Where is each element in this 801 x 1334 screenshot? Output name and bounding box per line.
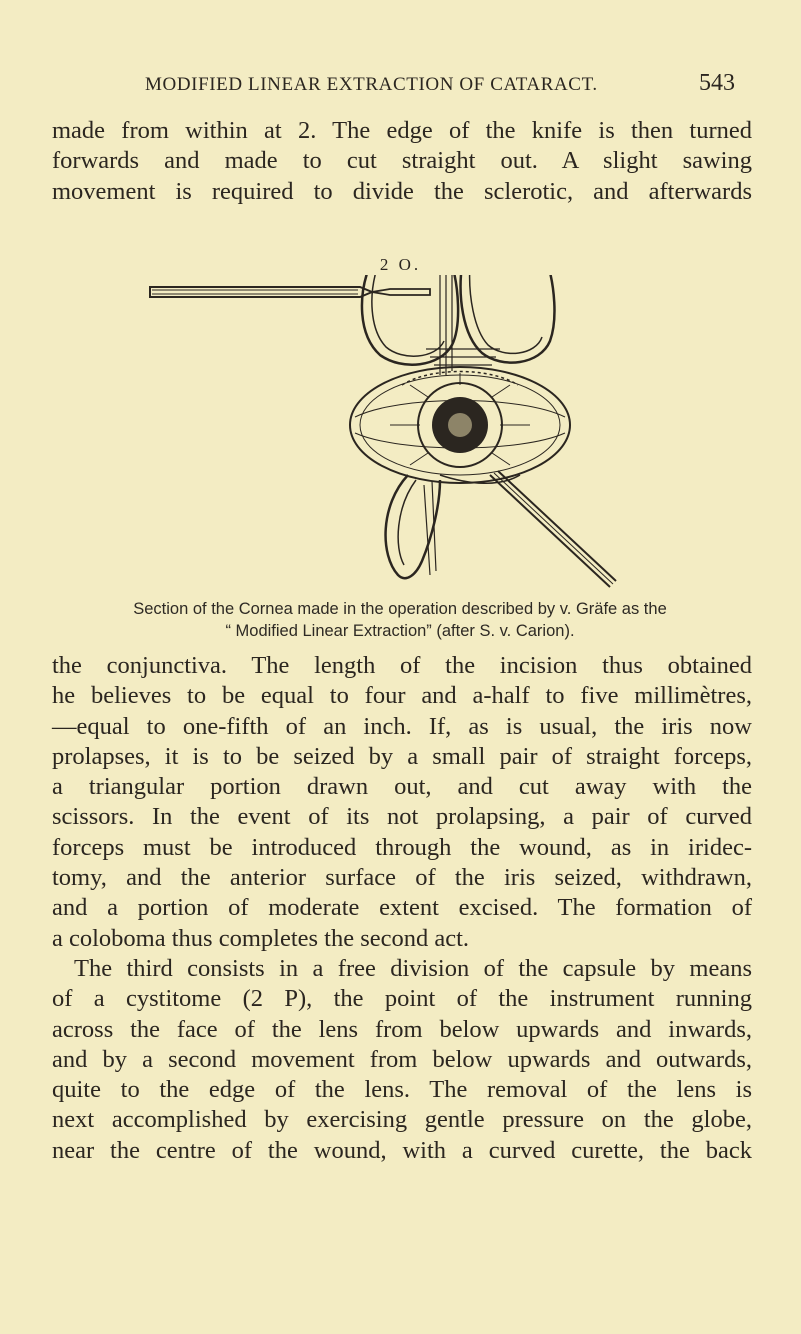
- caption-line: Section of the Cornea made in the operation described by v. Gräfe as the: [133, 600, 667, 618]
- body-paragraph-1: [52, 651, 752, 954]
- running-header: [145, 70, 741, 104]
- page-number: 543: [699, 70, 735, 96]
- text-line: forceps must be introduced through the wound, as in iridec-: [52, 833, 752, 861]
- cornea-section-illustration: [140, 275, 620, 595]
- text-line: he believes to be equal to four and a-half to five millimètres,: [52, 682, 752, 710]
- text-line: of a cystitome (2 P), the point of the instrument running: [52, 985, 752, 1013]
- speculum-drawing: [362, 275, 555, 375]
- figure-caption: [60, 598, 740, 642]
- body-paragraph-2: [52, 954, 752, 1166]
- cystitome-drawing: [490, 471, 616, 587]
- text-line: prolapses, it is to be seized by a small pair of straight forceps,: [52, 742, 752, 770]
- text-line: and by a second movement from below upwards and outwards,: [52, 1045, 752, 1073]
- text-line: the conjunctiva. The length of the incision thus obtained: [52, 652, 752, 679]
- caption-line: “ Modified Linear Extraction” (after S. v. Carion).: [225, 622, 575, 640]
- text-line: near the centre of the wound, with a curved curette, the back: [52, 1136, 752, 1164]
- text-line: tomy, and the anterior surface of the iris seized, withdrawn,: [52, 864, 752, 892]
- eyeball-drawing: [350, 367, 570, 483]
- knife-drawing: [150, 287, 430, 297]
- text-line: —equal to one-fifth of an inch. If, as is usual, the iris now: [52, 712, 752, 740]
- forceps-drawing: [386, 475, 520, 578]
- text-line: a triangular portion drawn out, and cut away with the: [52, 773, 752, 801]
- running-title: MODIFIED LINEAR EXTRACTION OF CATARACT.: [145, 74, 598, 95]
- text-line: scissors. In the event of its not prolapsing, a pair of curved: [52, 803, 752, 831]
- text-line: forwards and made to cut straight out. A slight sawing: [52, 147, 752, 175]
- figure-label: 2 O.: [379, 255, 422, 274]
- text-line: The third consists in a free division of the capsule by means: [74, 955, 752, 982]
- text-line: made from within at 2. The edge of the knife is then turned: [52, 117, 752, 144]
- text-line: quite to the edge of the lens. The removal of the lens is: [52, 1076, 752, 1104]
- text-line: next accomplished by exercising gentle pressure on the globe,: [52, 1106, 752, 1134]
- text-line: movement is required to divide the sclerotic, and afterwards: [52, 177, 752, 205]
- text-line: a coloboma thus completes the second act.: [52, 924, 470, 952]
- text-line: across the face of the lens from below upwards and inwards,: [52, 1015, 752, 1043]
- top-paragraph: [52, 116, 752, 207]
- text-line: and a portion of moderate extent excised. The formation of: [52, 894, 752, 922]
